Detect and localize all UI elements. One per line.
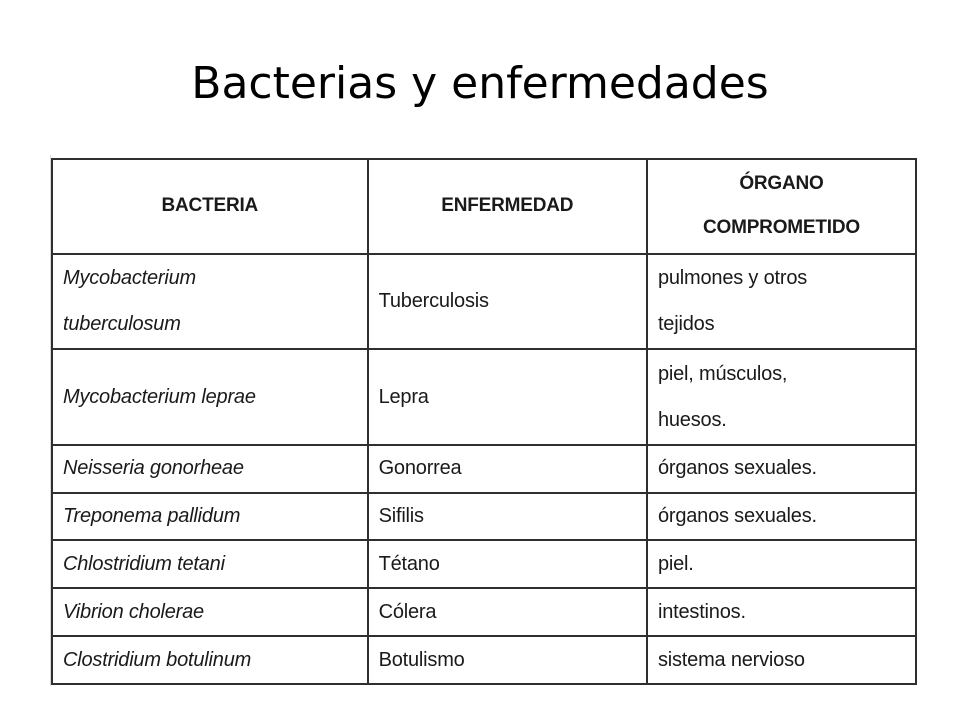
cell-bacteria: Treponema pallidum xyxy=(52,493,368,541)
cell-bacteria: Mycobacterium leprae xyxy=(52,349,368,445)
cell-bacteria: Neisseria gonorheae xyxy=(52,445,368,493)
table-row xyxy=(52,588,916,636)
table-header-row xyxy=(52,159,916,254)
table-row xyxy=(52,493,916,541)
header-organo xyxy=(647,159,916,254)
cell-enfermedad: Botulismo xyxy=(368,636,647,684)
cell-bacteria: Clostridium botulinum xyxy=(52,636,368,684)
slide-title: Bacterias y enfermedades xyxy=(191,58,769,109)
cell-enfermedad: Sifilis xyxy=(368,493,647,541)
bacteria-disease-table xyxy=(51,158,917,685)
table-row xyxy=(52,349,916,445)
table-row xyxy=(52,445,916,493)
cell-organo-line1: pulmones y otros xyxy=(657,267,808,290)
cell-organo: sistema nervioso xyxy=(647,636,916,684)
table-row xyxy=(52,636,916,684)
cell-organo-line2: huesos. xyxy=(657,409,727,432)
cell-bacteria xyxy=(52,254,368,350)
cell-bacteria: Chlostridium tetani xyxy=(52,540,368,588)
cell-enfermedad: Cólera xyxy=(368,588,647,636)
header-organo-line1: ÓRGANO xyxy=(739,173,824,195)
cell-organo: intestinos. xyxy=(647,588,916,636)
cell-organo xyxy=(647,349,916,445)
header-enfermedad-label: ENFERMEDAD xyxy=(441,195,574,217)
header-organo-line2: COMPROMETIDO xyxy=(702,217,860,239)
cell-organo: piel. xyxy=(647,540,916,588)
cell-organo: órganos sexuales. xyxy=(647,445,916,493)
header-bacteria-label: BACTERIA xyxy=(161,195,259,217)
cell-organo-line1: piel, músculos, xyxy=(657,363,788,386)
cell-enfermedad: Gonorrea xyxy=(368,445,647,493)
header-enfermedad xyxy=(368,159,647,254)
cell-enfermedad: Tuberculosis xyxy=(368,254,647,350)
header-bacteria xyxy=(52,159,368,254)
bacteria-table-image xyxy=(50,155,917,686)
cell-enfermedad: Tétano xyxy=(368,540,647,588)
table-row xyxy=(52,254,916,350)
cell-bacteria: Vibrion cholerae xyxy=(52,588,368,636)
cell-bacteria-line1: Mycobacterium xyxy=(63,267,196,290)
cell-organo xyxy=(647,254,916,350)
cell-organo: órganos sexuales. xyxy=(647,493,916,541)
table-row xyxy=(52,540,916,588)
cell-organo-line2: tejidos xyxy=(657,313,715,336)
cell-bacteria-line2: tuberculosum xyxy=(63,313,181,336)
cell-enfermedad: Lepra xyxy=(368,349,647,445)
